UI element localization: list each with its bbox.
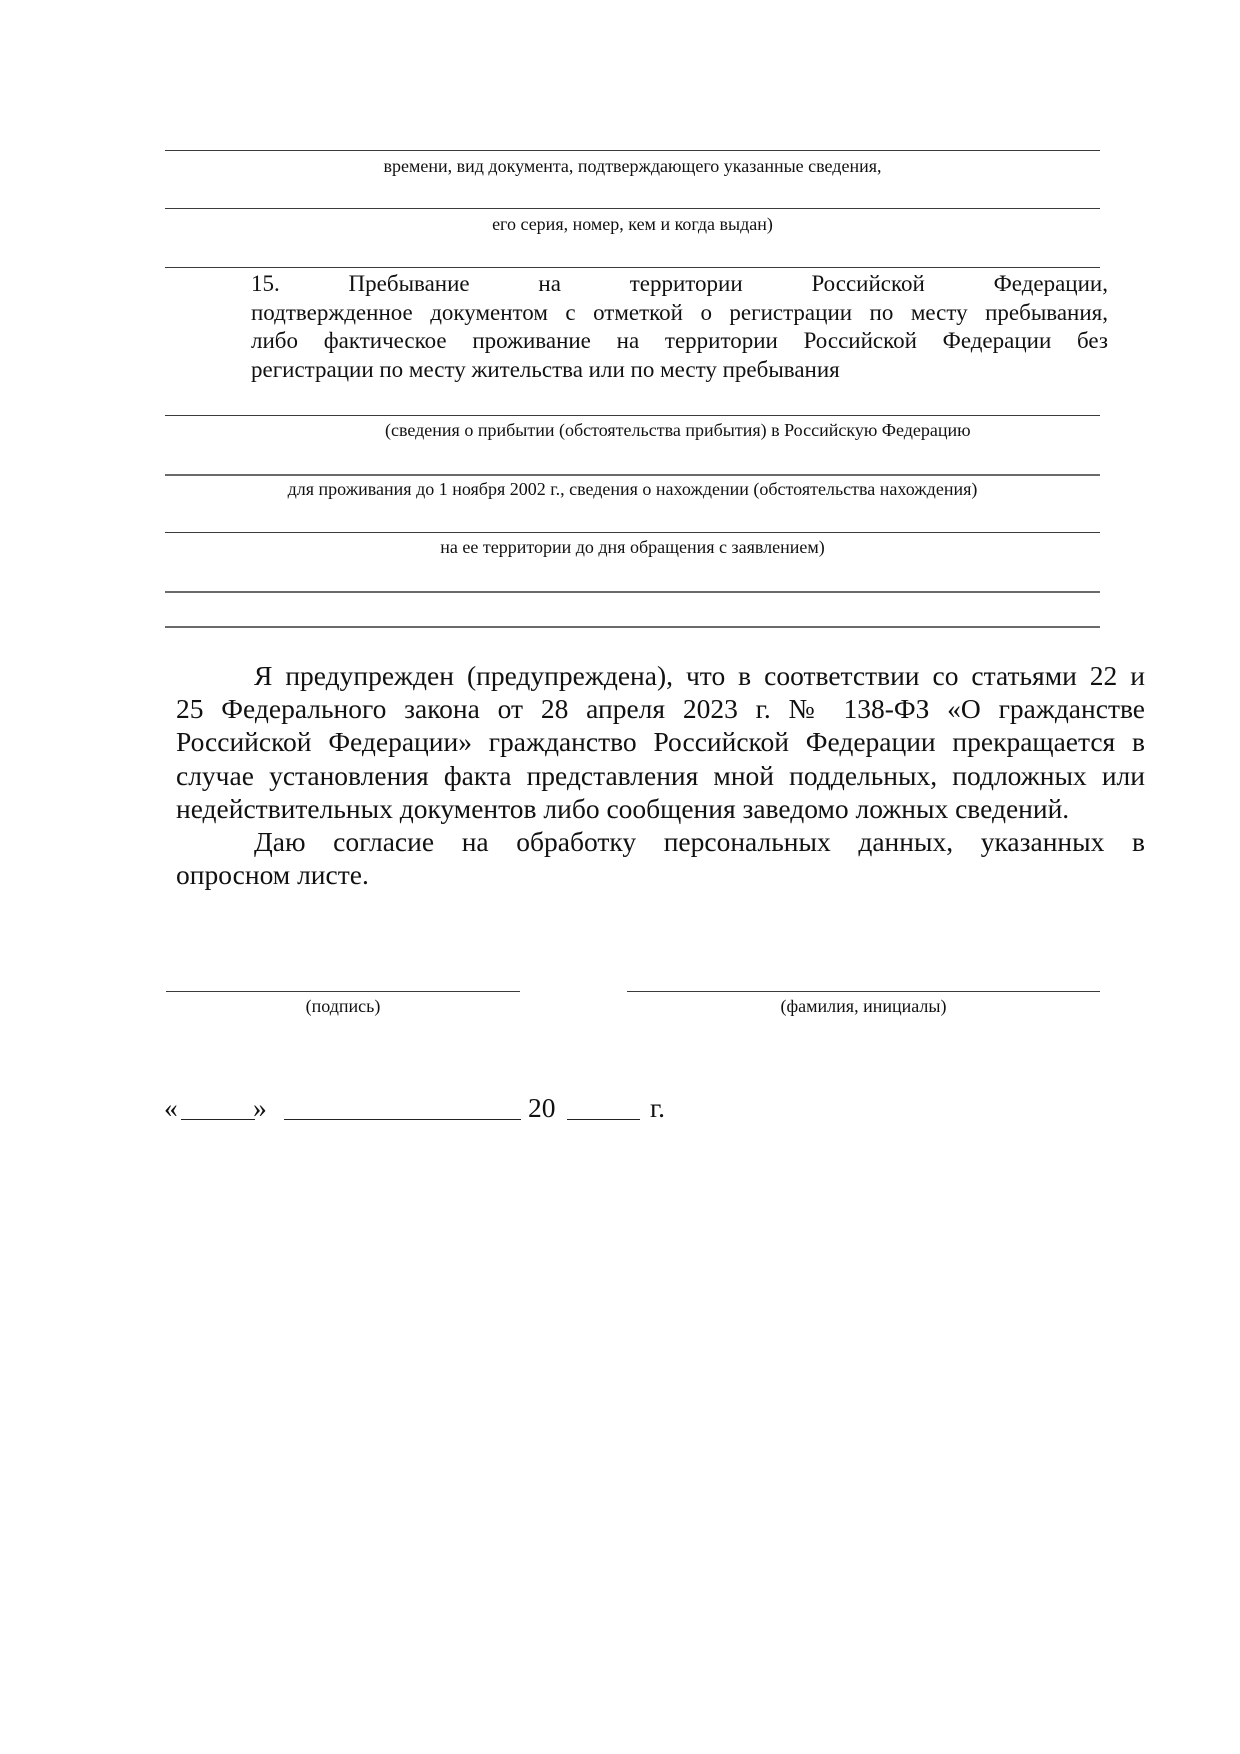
close-quote: » bbox=[253, 1092, 267, 1123]
year-suffix: г. bbox=[650, 1092, 666, 1123]
item-15-line-4: регистрации по месту жительства или по месту пребывания bbox=[251, 357, 840, 383]
month-field[interactable] bbox=[284, 1119, 521, 1120]
signature-field[interactable] bbox=[166, 991, 520, 992]
caption-document-series: его серия, номер, кем и когда выдан) bbox=[492, 214, 773, 234]
open-quote: « bbox=[164, 1092, 178, 1123]
year-field[interactable] bbox=[567, 1119, 640, 1120]
consent-line-2: опросном листе. bbox=[176, 859, 369, 891]
statement-line-3: Российской Федерации» гражданство Российской Федерации прекращается в bbox=[176, 726, 1145, 758]
fill-line-1[interactable] bbox=[165, 150, 1100, 151]
caption-document-details: времени, вид документа, подтверждающего указанные сведения, bbox=[383, 156, 882, 176]
caption-arrival-info: (сведения о прибытии (обстоятельства прибытия) в Российскую Федерацию bbox=[385, 420, 971, 440]
fill-line-7[interactable] bbox=[165, 591, 1100, 593]
fill-line-2[interactable] bbox=[165, 208, 1100, 209]
fill-line-6[interactable] bbox=[165, 532, 1100, 533]
item-15-line-2: подтвержденное документом с отметкой о регистрации по месту пребывания, bbox=[251, 299, 1108, 325]
consent-line-1: Даю согласие на обработку персональных данных, указанных в bbox=[254, 826, 1145, 858]
signature-caption: (подпись) bbox=[305, 996, 381, 1016]
warning-statement bbox=[176, 659, 1145, 891]
fill-line-4[interactable] bbox=[165, 415, 1100, 416]
name-initials-field[interactable] bbox=[627, 991, 1100, 992]
statement-line-4: случае установления факта представления мной поддельных, подложных или bbox=[176, 759, 1145, 791]
caption-territory-info: на ее территории до дня обращения с заявлением) bbox=[440, 537, 825, 557]
item-15-line-1: 15. Пребывание на территории Российской Федерации, bbox=[251, 271, 1108, 296]
fill-line-3[interactable] bbox=[165, 267, 1100, 268]
caption-residence-info: для проживания до 1 ноября 2002 г., сведения о нахождении (обстоятельства нахождения) bbox=[287, 479, 978, 499]
statement-line-1: Я предупрежден (предупреждена), что в соответствии со статьями 22 и bbox=[254, 660, 1145, 691]
date-row bbox=[164, 1091, 724, 1125]
day-field[interactable] bbox=[181, 1119, 255, 1120]
fill-line-8[interactable] bbox=[165, 626, 1100, 628]
statement-line-2: 25 Федерального закона от 28 апреля 2023 г. № 138-ФЗ «О гражданстве bbox=[176, 693, 1145, 725]
item-15-line-3: либо фактическое проживание на территории Российской Федерации без bbox=[251, 328, 1108, 354]
statement-line-5: недействительных документов либо сообщения заведомо ложных сведений. bbox=[176, 792, 1070, 824]
fill-line-5[interactable] bbox=[165, 474, 1100, 476]
year-century: 20 bbox=[528, 1092, 556, 1123]
name-initials-caption: (фамилия, инициалы) bbox=[780, 996, 947, 1016]
item-15-paragraph bbox=[251, 270, 1108, 385]
